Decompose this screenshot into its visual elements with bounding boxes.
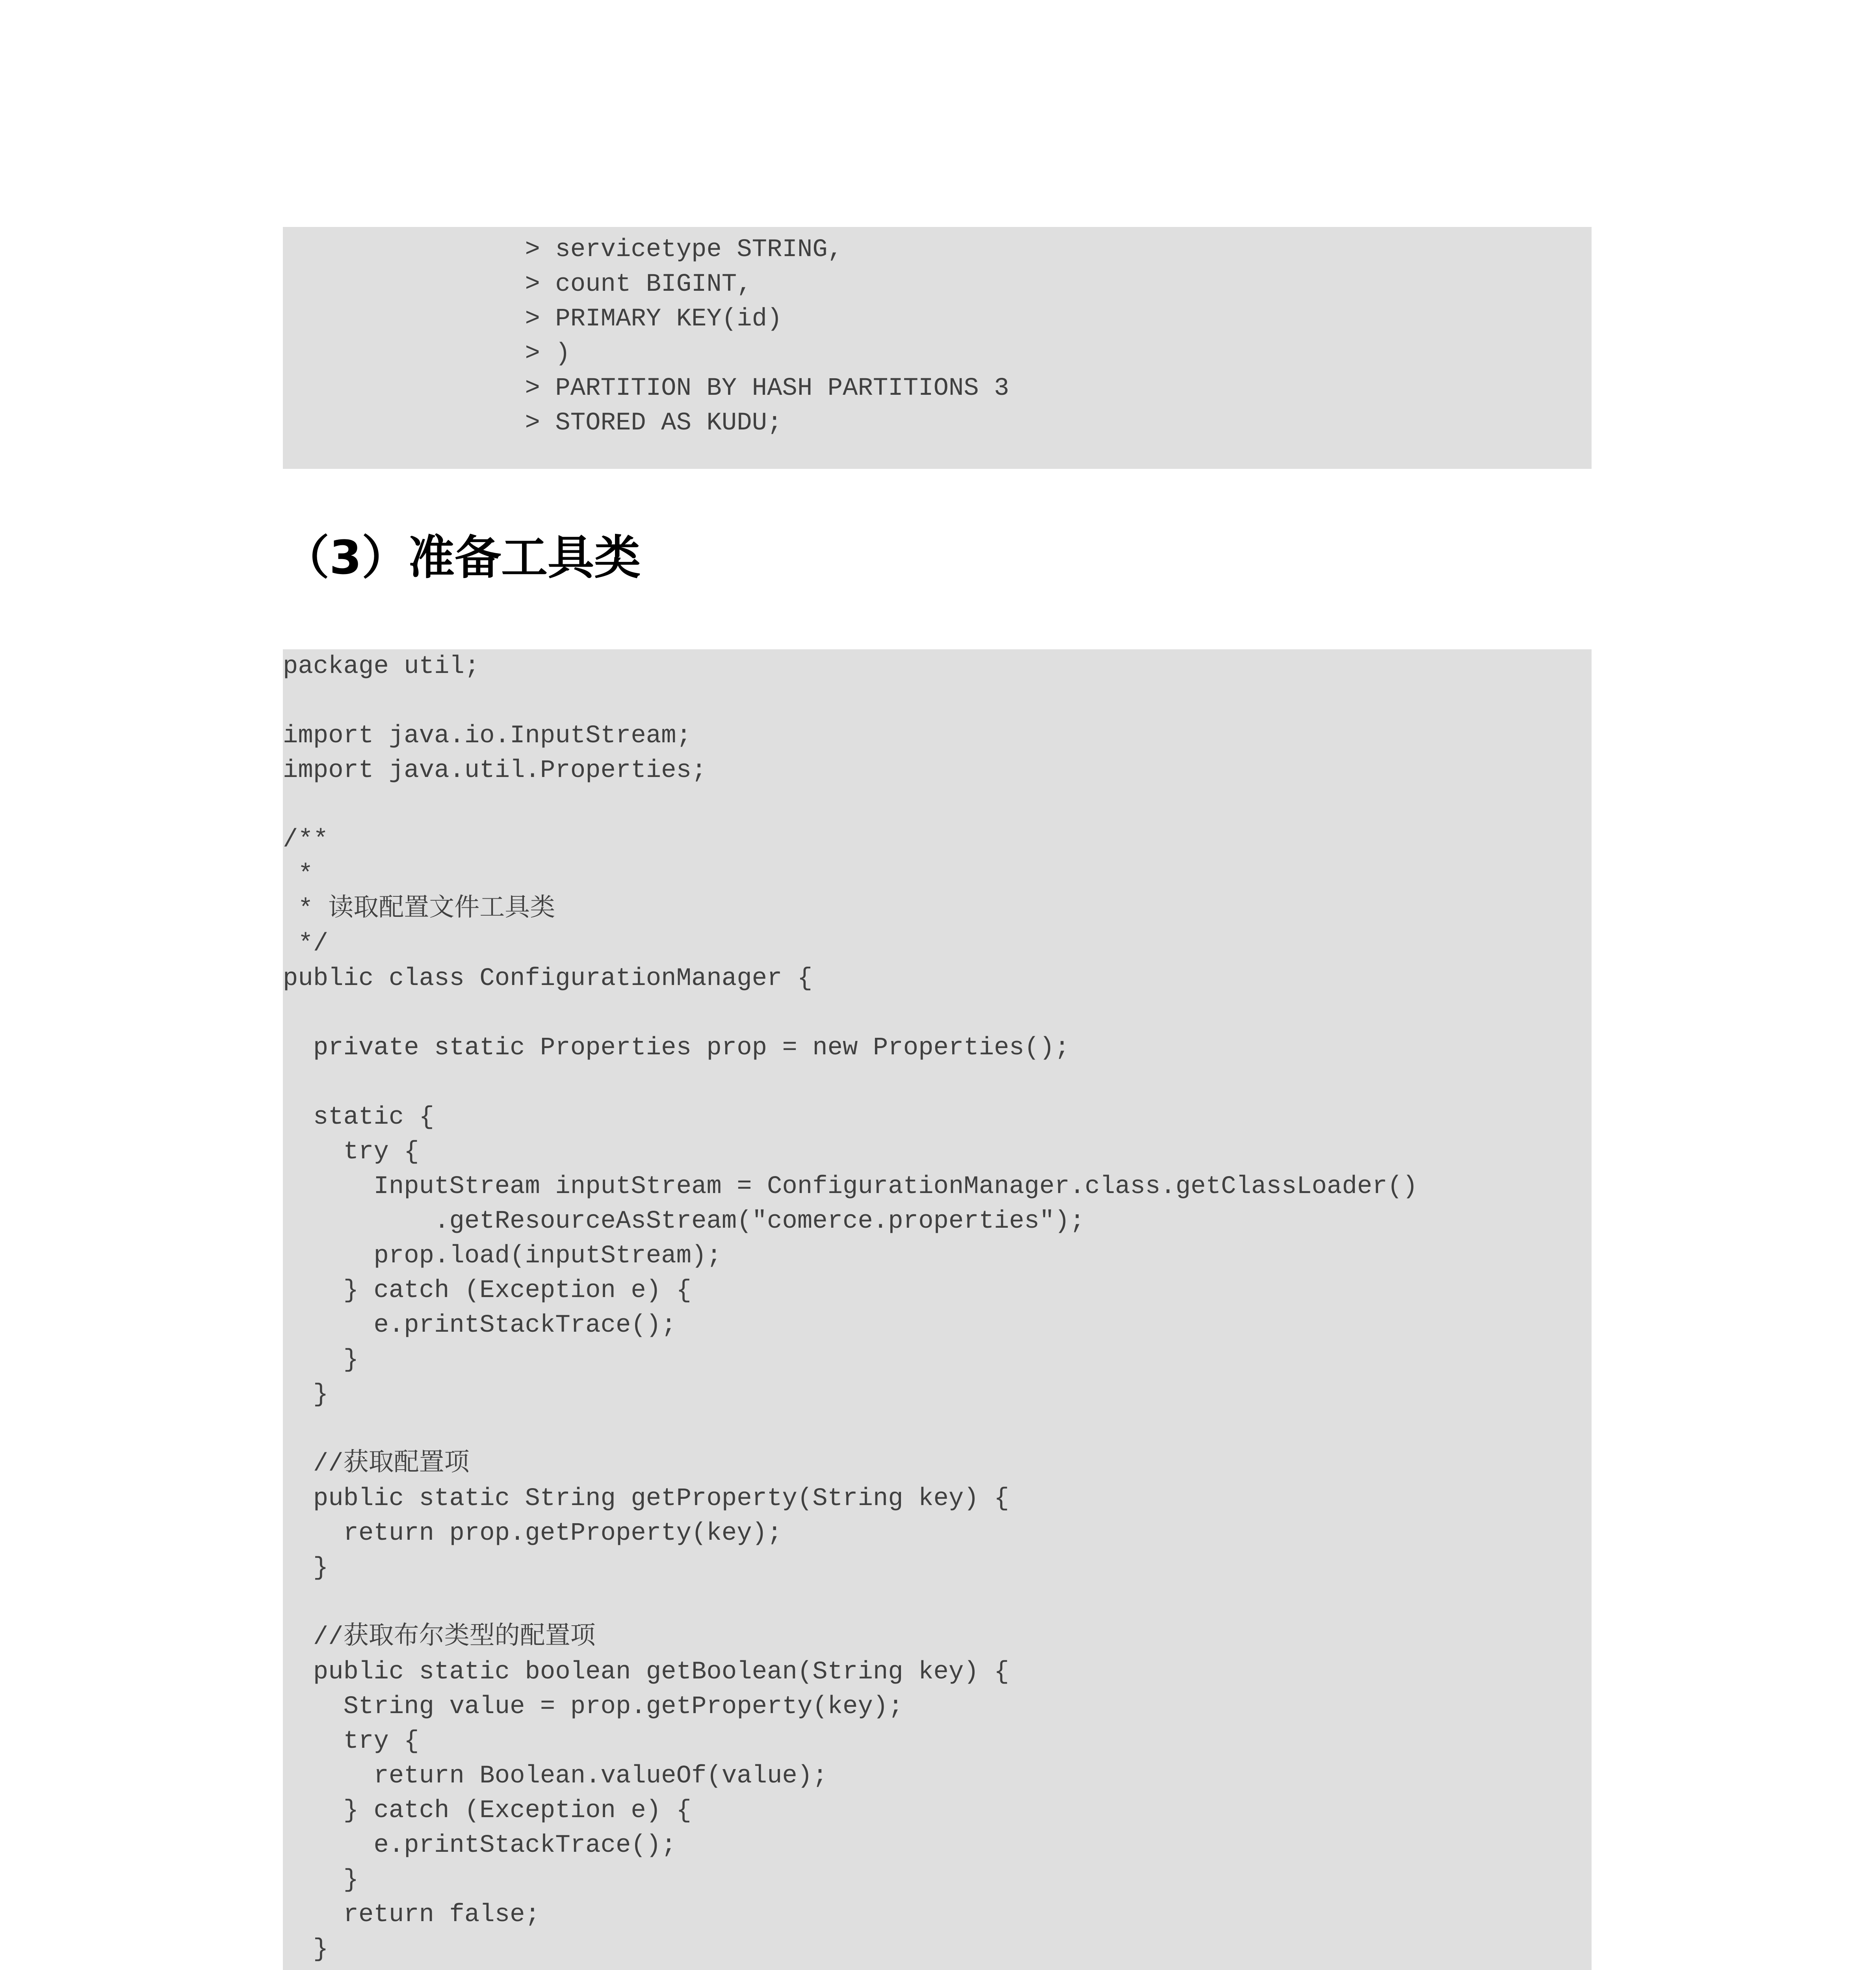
code-line: } catch (Exception e) { (283, 1277, 691, 1305)
code-line: > count BIGINT, (283, 270, 752, 299)
code-line: package util; (283, 652, 480, 681)
code-line: e.printStackTrace(); (283, 1311, 676, 1340)
code-line: return Boolean.valueOf(value); (283, 1762, 828, 1790)
code-line: return false; (283, 1901, 540, 1929)
code-line: try { (283, 1138, 419, 1166)
code-line: public static boolean getBoolean(String key) { (283, 1658, 1009, 1686)
code-line: //获取配置项 (283, 1450, 470, 1478)
code-line: //获取布尔类型的配置项 (283, 1623, 596, 1652)
code-line: /** (283, 826, 329, 854)
code-line: public static String getProperty(String key) { (283, 1485, 1009, 1513)
code-block-configuration-manager (283, 649, 1592, 1970)
code-line: return prop.getProperty(key); (283, 1519, 782, 1548)
code-line: } (283, 1866, 359, 1894)
code-line: } (283, 1346, 359, 1374)
code-line: try { (283, 1727, 419, 1756)
code-line: > PRIMARY KEY(id) (283, 305, 782, 333)
code-line: private static Properties prop = new Properties(); (283, 1034, 1070, 1062)
code-line: } (283, 1554, 329, 1582)
code-line: > ) (283, 340, 570, 368)
code-line: e.printStackTrace(); (283, 1831, 676, 1860)
code-line: } catch (Exception e) { (283, 1797, 691, 1825)
code-line: InputStream inputStream = ConfigurationManager.class.getClassLoader() (283, 1173, 1418, 1201)
code-line: > servicetype STRING, (283, 236, 843, 264)
code-line: .getResourceAsStream("comerce.properties"); (283, 1207, 1085, 1236)
code-line: } (283, 1935, 329, 1964)
code-line: * (283, 860, 313, 889)
code-line: > PARTITION BY HASH PARTITIONS 3 (283, 374, 1009, 403)
code-line: String value = prop.getProperty(key); (283, 1693, 903, 1721)
section-heading: （3）准备工具类 (283, 530, 641, 585)
code-block-create-table-tail (283, 227, 1592, 469)
code-line: * 读取配置文件工具类 (283, 895, 555, 924)
code-line: public class ConfigurationManager { (283, 965, 813, 993)
code-line: import java.util.Properties; (283, 756, 707, 785)
code-line: static { (283, 1103, 435, 1132)
code-line: import java.io.InputStream; (283, 722, 691, 750)
code-line: prop.load(inputStream); (283, 1242, 722, 1270)
code-line: > STORED AS KUDU; (283, 409, 782, 437)
code-line: */ (283, 930, 329, 958)
code-line: } (283, 1381, 329, 1409)
